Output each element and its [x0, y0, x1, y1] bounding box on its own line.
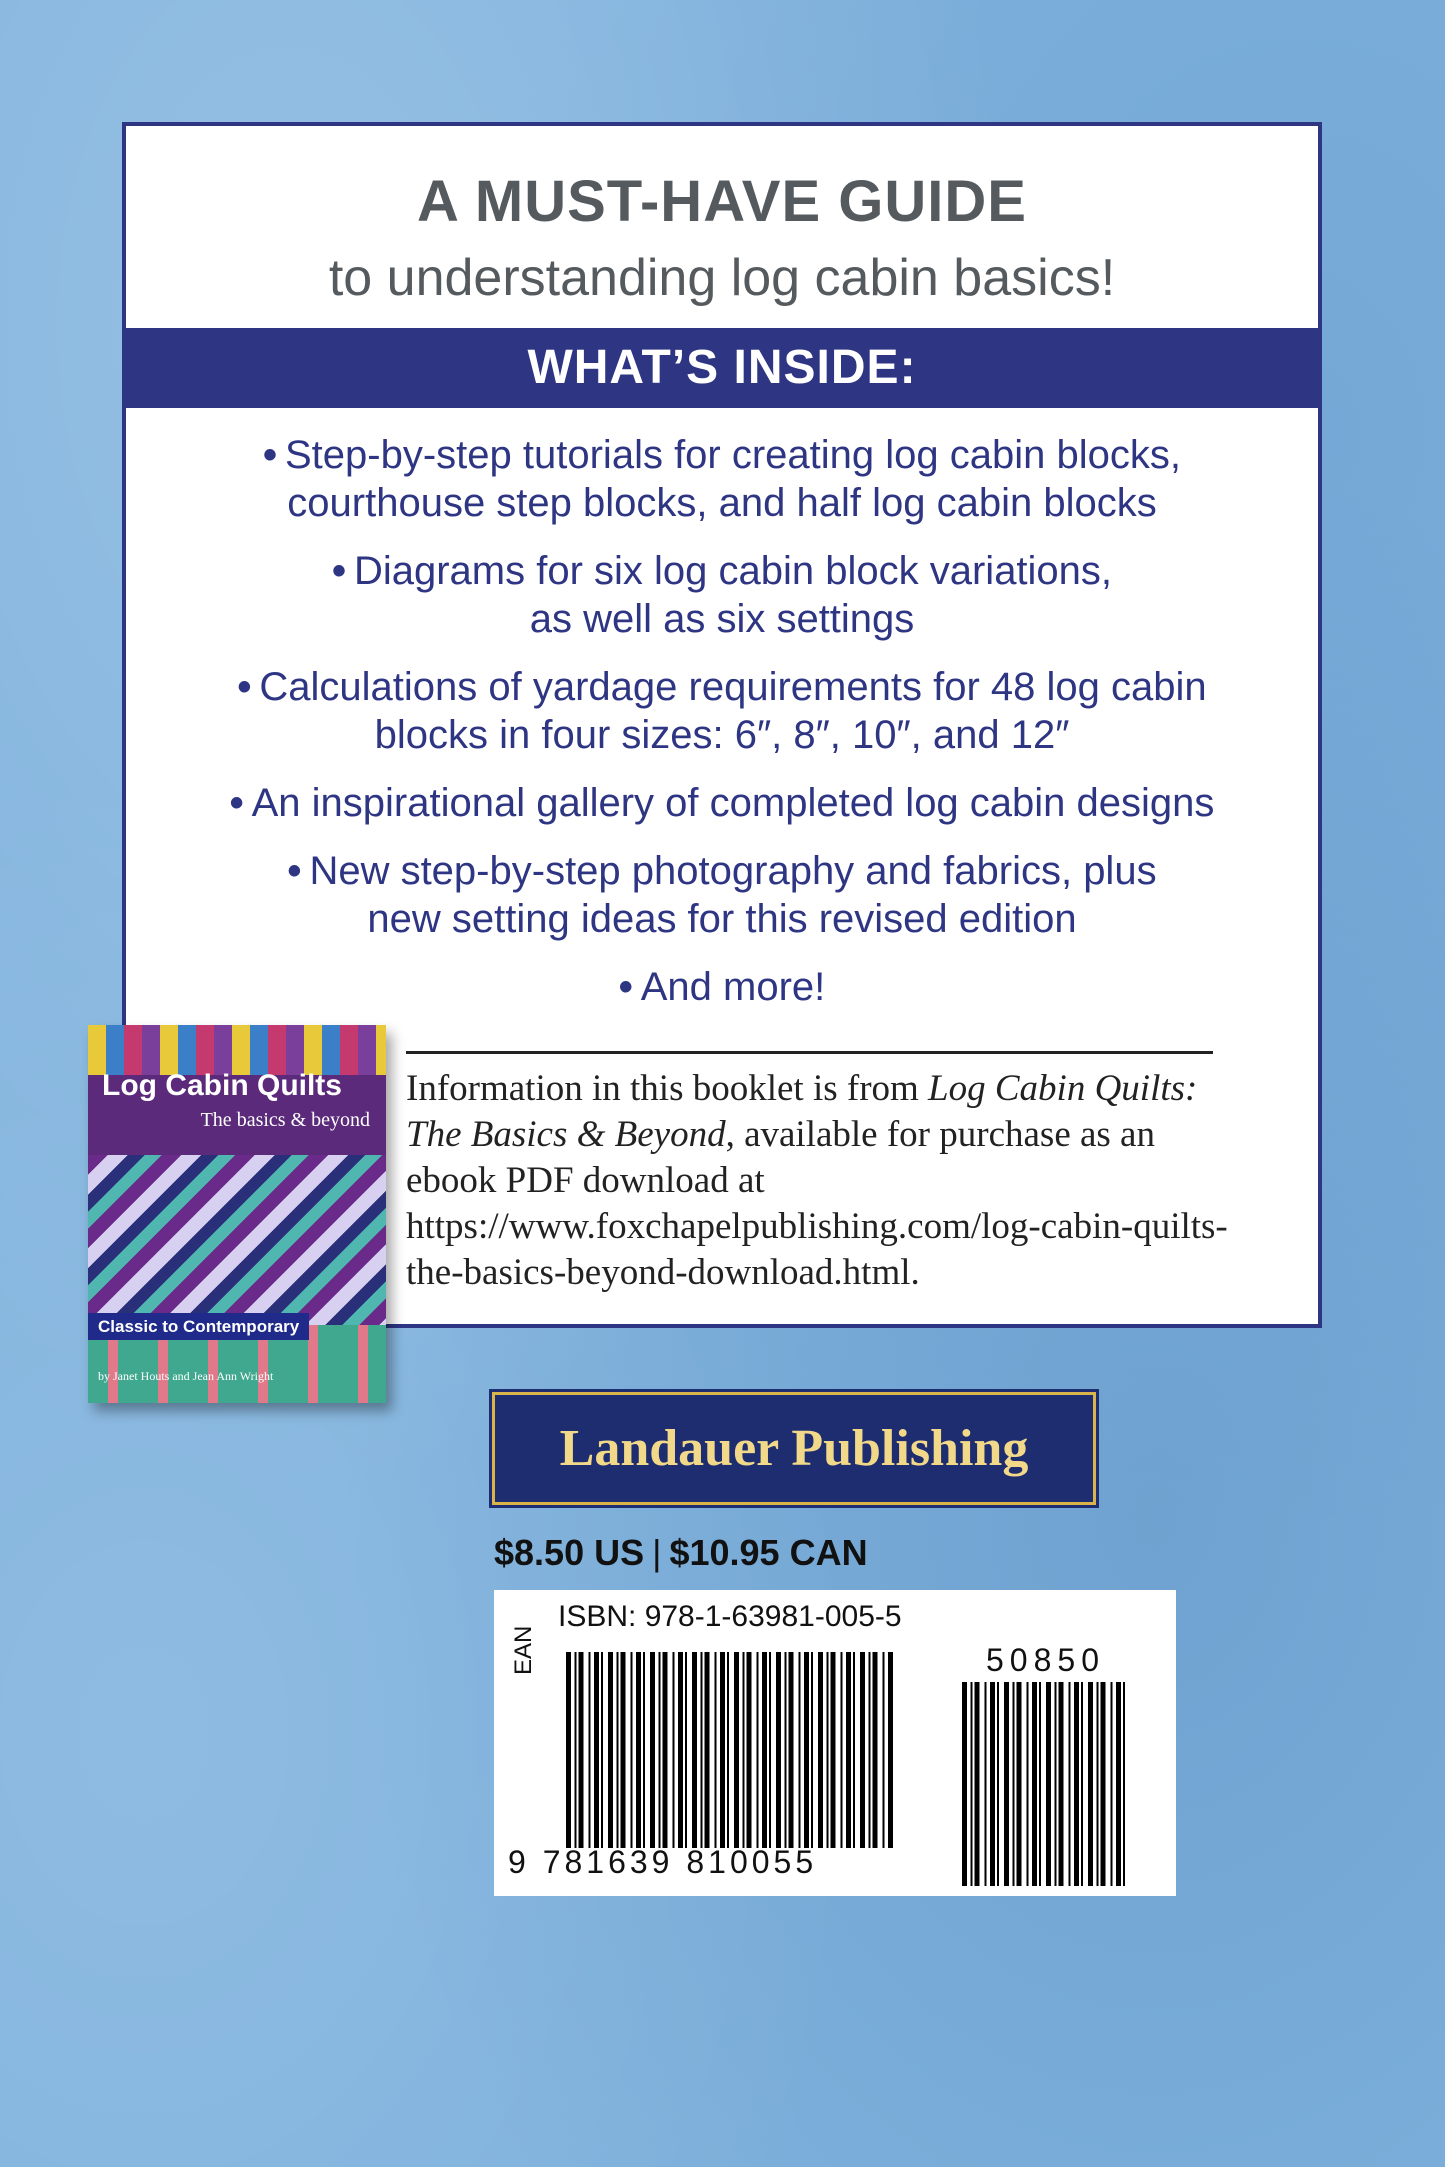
barcode-bar [985, 1682, 987, 1886]
barcode-bar [643, 1652, 645, 1848]
barcode-bar [594, 1652, 599, 1848]
main-barcode-digits: 9 781639 810055 [508, 1844, 818, 1880]
barcode-bar [860, 1652, 865, 1848]
price-separator: | [652, 1532, 662, 1573]
barcode-bar [1097, 1682, 1099, 1886]
barcode-bar [853, 1652, 855, 1848]
barcode-bar [1069, 1682, 1071, 1886]
barcode-bar [692, 1652, 697, 1848]
barcode-bar [715, 1652, 717, 1848]
barcode-bar [1013, 1682, 1015, 1886]
barcode-bar [743, 1652, 745, 1848]
bullet-line [156, 431, 1288, 479]
barcode-bar [869, 1652, 871, 1848]
barcode-bar [1055, 1682, 1057, 1886]
divider [406, 1051, 1213, 1054]
barcode-bar [831, 1652, 836, 1848]
barcode-bar [720, 1652, 725, 1848]
section-title: WHAT’S INSIDE: [126, 328, 1318, 408]
barcode-bar [888, 1652, 893, 1848]
book-cover-pattern [88, 1025, 386, 1075]
barcode-bar [673, 1652, 675, 1848]
bullet-item [156, 963, 1288, 1011]
bullet-dot-icon: • [229, 781, 244, 825]
barcode-bar [804, 1652, 809, 1848]
bullet-text: courthouse step blocks, and half log cabin blocks [287, 481, 1157, 525]
bullet-line [156, 663, 1288, 711]
barcode [494, 1590, 1176, 1896]
barcode-bar [1081, 1682, 1083, 1886]
barcode-bar [811, 1652, 813, 1848]
barcode-bar [785, 1652, 787, 1848]
bullet-item [156, 663, 1288, 759]
info-text [406, 1066, 1246, 1296]
barcode-bar [650, 1652, 655, 1848]
barcode-bar [734, 1652, 739, 1848]
bullet-text: New step-by-step photography and fabrics, plus [309, 849, 1157, 893]
barcode-bar [873, 1652, 878, 1848]
bullet-line [156, 711, 1288, 759]
subheadline: to understanding log cabin basics! [328, 249, 1116, 307]
barcode-bar [608, 1652, 613, 1848]
barcode-bar [990, 1682, 995, 1886]
price-us: $8.50 US [494, 1532, 645, 1573]
barcode-bar [579, 1652, 584, 1848]
info-prefix: Information in this booklet is from [406, 1068, 929, 1109]
bullet-item [156, 847, 1288, 943]
barcode-bar [818, 1652, 823, 1848]
bullet-text: Calculations of yardage requirements for 48 log cabin [259, 665, 1207, 709]
bullet-line [156, 847, 1288, 895]
price-can: $10.95 CAN [669, 1532, 868, 1573]
barcode-bar [841, 1652, 843, 1848]
barcode-bar [846, 1652, 851, 1848]
bullet-list [156, 431, 1288, 1031]
barcode-bar [663, 1652, 668, 1848]
barcode-bar [1059, 1682, 1064, 1886]
barcode-bar [827, 1652, 829, 1848]
bullet-line [156, 547, 1288, 595]
bullet-dot-icon: • [618, 965, 633, 1009]
headline: A MUST-HAVE GUIDE [417, 169, 1027, 234]
addon-barcode-digits: 50850 [986, 1642, 1105, 1678]
book-cover-title: Log Cabin Quilts [102, 1069, 342, 1102]
bullet-item [156, 547, 1288, 643]
barcode-bar [659, 1652, 661, 1848]
barcode-bar [727, 1652, 729, 1848]
barcode-bar [1017, 1682, 1022, 1886]
barcode-bar [589, 1652, 591, 1848]
bullet-dot-icon: • [262, 433, 277, 477]
book-cover-thumbnail [88, 1025, 386, 1403]
info-book-title: Log Cabin Quilts: The Basics & Beyond [406, 1068, 1198, 1155]
bullet-item [156, 779, 1288, 827]
ean-label: EAN [510, 1625, 537, 1675]
barcode-bar [617, 1652, 619, 1848]
barcode-bar [757, 1652, 759, 1848]
bullet-dot-icon: • [287, 849, 302, 893]
bullet-text: new setting ideas for this revised edition [367, 897, 1077, 941]
barcode-bar [1027, 1682, 1029, 1886]
barcode-bar [1116, 1682, 1121, 1886]
barcode-bar [1039, 1682, 1041, 1886]
barcode-bar [762, 1652, 767, 1848]
barcode-bar [1123, 1682, 1125, 1886]
bullet-item [156, 431, 1288, 527]
barcode-bar [883, 1652, 885, 1848]
barcode-bar [631, 1652, 633, 1848]
barcode-bar [685, 1652, 687, 1848]
book-cover-authors: by Janet Houts and Jean Ann Wright [98, 1369, 274, 1383]
isbn-text: ISBN: 978-1-63981-005-5 [558, 1600, 902, 1633]
barcode-bar [971, 1682, 973, 1886]
info-suffix: , available for purchase as an ebook PDF download at https://www.foxchapelpublishing.com/log-cabin-quilts-the-basics-beyond-download.html. [406, 1114, 1228, 1293]
bullet-text: Step-by-step tutorials for creating log cabin blocks, [285, 433, 1181, 477]
barcode-bar [1004, 1682, 1009, 1886]
barcode-bar [799, 1652, 801, 1848]
bullet-line [156, 963, 1288, 1011]
bullet-line [156, 895, 1288, 943]
barcode-bar [776, 1652, 781, 1848]
barcode-bar [747, 1652, 752, 1848]
barcode-bar [789, 1652, 794, 1848]
barcode-bar [1088, 1682, 1093, 1886]
bullet-line [156, 479, 1288, 527]
bullet-dot-icon: • [237, 665, 252, 709]
bullet-text: An inspirational gallery of completed log cabin designs [251, 781, 1215, 825]
barcode-bar [601, 1652, 603, 1848]
barcode-bar [1032, 1682, 1037, 1886]
barcode-bar [575, 1652, 577, 1848]
barcode-bar [678, 1652, 683, 1848]
publisher-logo: Landauer Publishing [492, 1392, 1096, 1505]
bullet-text: Diagrams for six log cabin block variations, [353, 549, 1113, 593]
barcode-bar [1111, 1682, 1113, 1886]
bullet-text: And more! [640, 965, 826, 1009]
barcode-bar [621, 1652, 626, 1848]
price [494, 1532, 868, 1574]
barcode-bar [1101, 1682, 1106, 1886]
barcode-bar [997, 1682, 999, 1886]
barcode-bar [566, 1652, 571, 1848]
barcode-bar [705, 1652, 710, 1848]
barcode-bar [769, 1652, 771, 1848]
addon-barcode-bars [962, 1682, 1130, 1886]
barcode-bar [1074, 1682, 1079, 1886]
bullet-line [156, 595, 1288, 643]
bullet-line [156, 779, 1288, 827]
barcode-bar [962, 1682, 967, 1886]
barcode-bar [636, 1652, 641, 1848]
main-barcode-bars [566, 1652, 898, 1848]
bullet-dot-icon: • [331, 549, 346, 593]
bullet-text: blocks in four sizes: 6″, 8″, 10″, and 12″ [374, 713, 1070, 757]
barcode-bar [701, 1652, 703, 1848]
bullet-text: as well as six settings [529, 597, 915, 641]
barcode-bar [975, 1682, 980, 1886]
book-cover-band: Classic to Contemporary [88, 1313, 309, 1340]
barcode-bar [1046, 1682, 1051, 1886]
book-cover-subtitle: The basics & beyond [200, 1109, 370, 1131]
